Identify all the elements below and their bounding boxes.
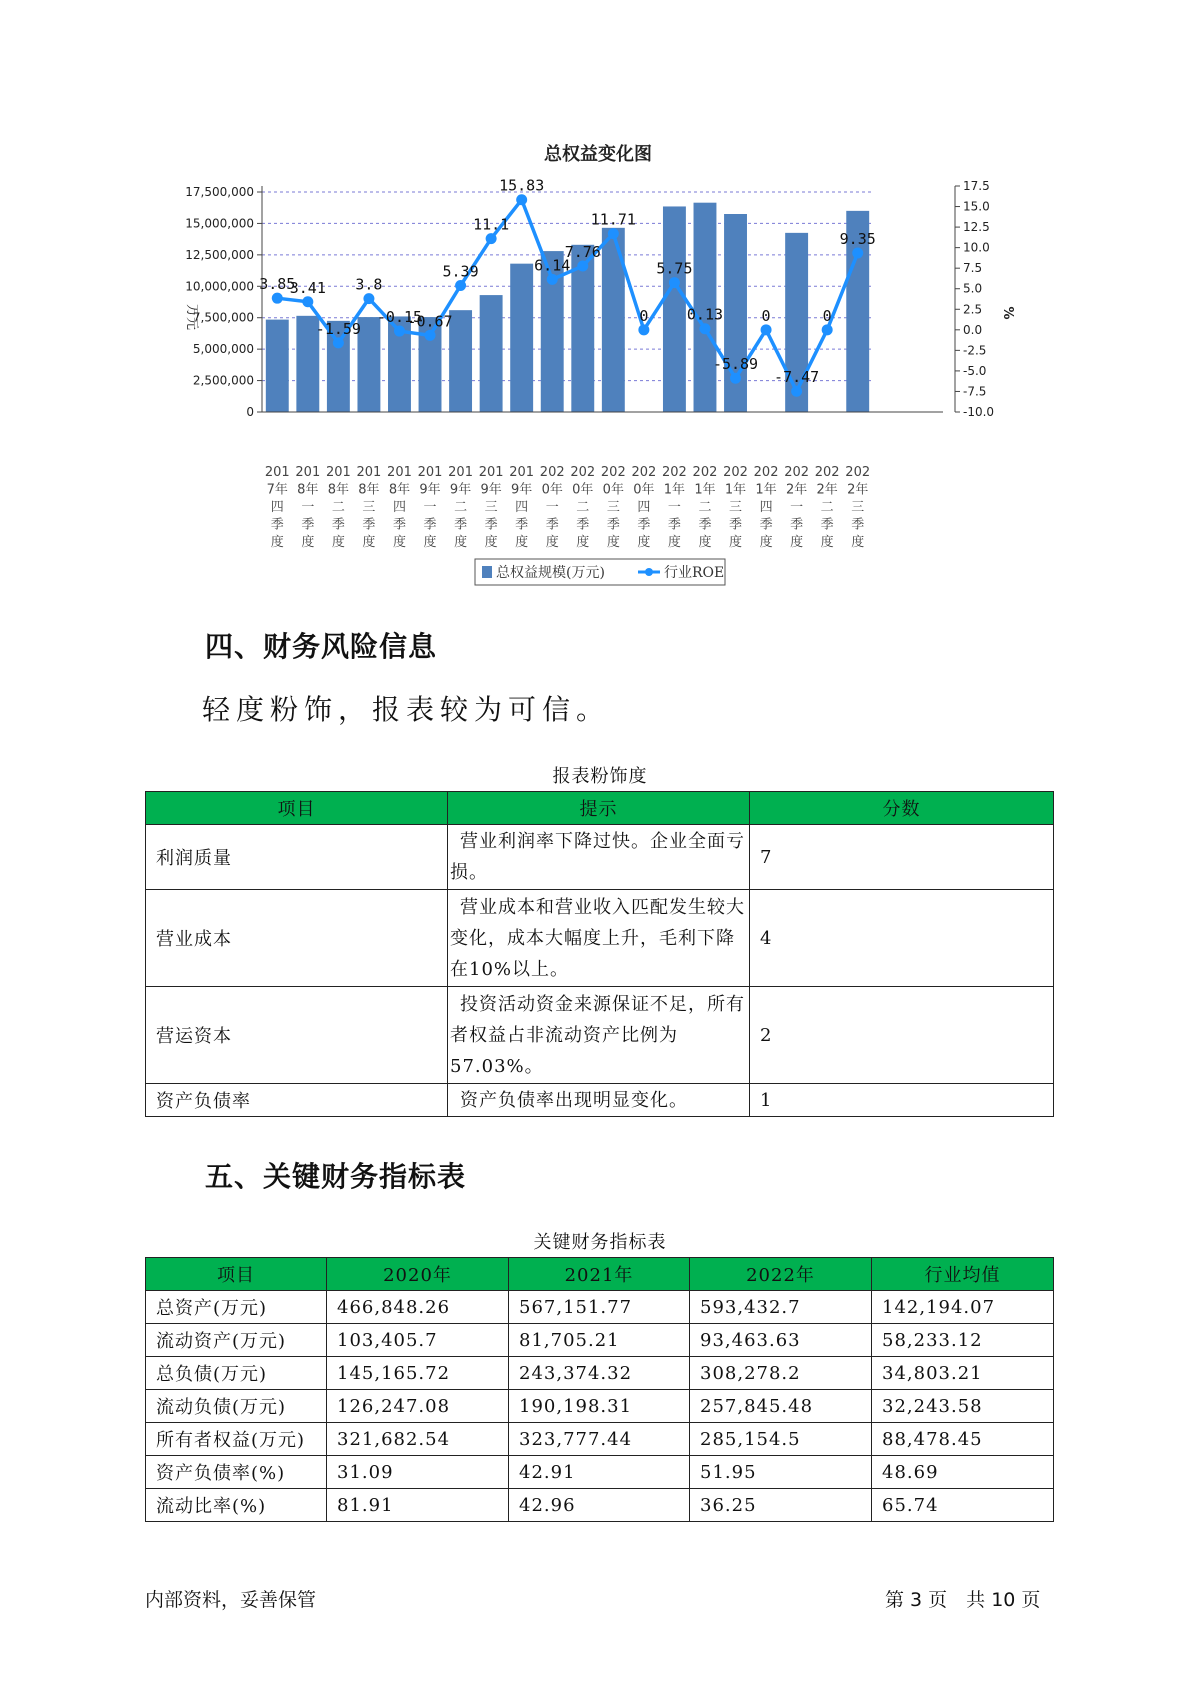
roe-point (425, 330, 436, 341)
x-tick-label: 201 8年二季度 (325, 465, 351, 550)
kpi-value: 81,705.21 (509, 1324, 690, 1357)
x-tick-label: 202 1年三季度 (723, 465, 748, 550)
equity-change-chart (0, 0, 1191, 600)
x-tick-label: 201 9年四季度 (509, 465, 535, 550)
x-tick-label: 202 1年二季度 (692, 465, 718, 550)
legend-bar-swatch (482, 566, 492, 578)
section5-heading: 五、关键财务指标表 (205, 1160, 467, 1193)
kpi-table (145, 1257, 1054, 1522)
roe-point (699, 323, 710, 334)
section4-summary: 轻度粉饰，报表较为可信。 (202, 693, 611, 726)
kpi-value: 142,194.07 (872, 1291, 1054, 1324)
chart-grid (262, 192, 873, 381)
roe-point (363, 293, 374, 304)
risk-score: 4 (750, 890, 1054, 987)
kpi-value: 285,154.5 (690, 1423, 872, 1456)
y-right-tick-label: 7.5 (963, 261, 983, 276)
roe-point (394, 326, 405, 337)
kpi-item: 所有者权益(万元) (146, 1423, 327, 1456)
kpi-value: 466,848.26 (327, 1291, 509, 1324)
kpi-value: 48.69 (872, 1456, 1054, 1489)
y-right-tick-label: -5.0 (963, 363, 987, 378)
kpi-table-header (146, 1258, 1054, 1291)
risk-header-item: 项目 (146, 792, 448, 825)
roe-point (822, 324, 833, 335)
legend-bar-label: 总权益规模(万元) (496, 565, 605, 581)
roe-data-label: 5.39 (442, 262, 479, 281)
equity-bar (510, 264, 533, 412)
x-tick-label: 202 1年四季度 (753, 465, 779, 550)
kpi-value: 93,463.63 (690, 1324, 872, 1357)
equity-bar (480, 295, 503, 412)
footer-confidential: 内部资料，妥善保管 (145, 1589, 317, 1611)
kpi-value: 593,432.7 (690, 1291, 872, 1324)
roe-point (577, 261, 588, 272)
y-left-tick-label: 5,000,000 (192, 342, 254, 357)
kpi-value: 32,243.58 (872, 1390, 1054, 1423)
kpi-value: 88,478.45 (872, 1423, 1054, 1456)
risk-header-score: 分数 (750, 792, 1054, 825)
kpi-row (146, 1324, 1054, 1357)
kpi-value: 103,405.7 (327, 1324, 509, 1357)
risk-table-caption: 报表粉饰度 (552, 766, 648, 787)
y-right-tick-label: -2.5 (963, 343, 987, 358)
kpi-header-2021: 2021年 (509, 1258, 690, 1291)
kpi-value: 190,198.31 (509, 1390, 690, 1423)
roe-data-label: 3.85 (259, 275, 296, 294)
risk-item: 利润质量 (146, 825, 448, 890)
x-tick-label: 201 7年四季度 (264, 465, 290, 550)
kpi-header-2022: 2022年 (690, 1258, 872, 1291)
kpi-value: 65.74 (872, 1489, 1054, 1522)
kpi-value: 257,845.48 (690, 1390, 872, 1423)
roe-data-label: 0 (639, 306, 649, 325)
roe-data-label: 6.14 (534, 256, 571, 275)
y-left-tick-label: 0 (246, 405, 254, 419)
roe-point (852, 247, 863, 258)
x-tick-label: 201 9年一季度 (417, 465, 443, 550)
kpi-row (146, 1489, 1054, 1522)
roe-data-label: 11.1 (473, 215, 510, 234)
kpi-value: 36.25 (690, 1489, 872, 1522)
kpi-header-item: 项目 (146, 1258, 327, 1291)
kpi-value: 31.09 (327, 1456, 509, 1489)
roe-data-label: 0.13 (686, 305, 724, 324)
x-tick-label: 202 2年三季度 (845, 465, 871, 550)
kpi-value: 42.91 (509, 1456, 690, 1489)
risk-score: 1 (750, 1084, 1054, 1117)
kpi-row (146, 1291, 1054, 1324)
y-left-tick-label: 2,500,000 (192, 373, 254, 388)
x-tick-label: 202 0年一季度 (539, 465, 565, 550)
roe-point (486, 233, 497, 244)
chart-ylabel-left: 万元 (184, 303, 199, 331)
footer-page-number: 第 3 页 共 10 页 (885, 1589, 1041, 1611)
roe-data-label: 5.75 (656, 259, 693, 278)
risk-hint: 营业利润率下降过快。企业全面亏损。 (448, 825, 750, 890)
roe-point (272, 293, 283, 304)
kpi-value: 308,278.2 (690, 1357, 872, 1390)
x-tick-label: 202 0年二季度 (570, 465, 596, 550)
roe-point (302, 296, 313, 307)
risk-row (146, 890, 1054, 987)
roe-data-label: -1.59 (315, 319, 361, 338)
x-tick-label: 201 8年一季度 (295, 465, 321, 550)
kpi-header-2020: 2020年 (327, 1258, 509, 1291)
roe-data-label: 11.71 (590, 210, 636, 229)
kpi-value: 51.95 (690, 1456, 872, 1489)
roe-point (638, 324, 649, 335)
y-left-tick-label: 12,500,000 (185, 247, 254, 262)
risk-hint: 资产负债率出现明显变化。 (448, 1084, 750, 1117)
kpi-value: 321,682.54 (327, 1423, 509, 1456)
y-left-tick-label: 7,500,000 (192, 310, 254, 325)
risk-item: 营运资本 (146, 987, 448, 1084)
kpi-value: 58,233.12 (872, 1324, 1054, 1357)
x-tick-label: 202 1年一季度 (662, 465, 687, 550)
risk-score: 7 (750, 825, 1054, 890)
x-tick-label: 202 2年一季度 (784, 465, 810, 550)
x-tick-label: 202 0年四季度 (631, 465, 657, 550)
risk-hint: 投资活动资金来源保证不足，所有者权益占非流动资产比例为57.03%。 (448, 987, 750, 1084)
kpi-header-industry-avg: 行业均值 (872, 1258, 1054, 1291)
risk-item: 资产负债率 (146, 1084, 448, 1117)
roe-point (669, 277, 680, 288)
legend-line-label: 行业ROE (664, 565, 725, 581)
kpi-value: 34,803.21 (872, 1357, 1054, 1390)
roe-point (791, 386, 802, 397)
x-tick-label: 201 9年三季度 (478, 465, 504, 550)
risk-table (145, 791, 1054, 1117)
kpi-value: 42.96 (509, 1489, 690, 1522)
risk-row (146, 987, 1054, 1084)
kpi-value: 243,374.32 (509, 1357, 690, 1390)
x-tick-label: 201 8年三季度 (356, 465, 382, 550)
equity-bar (266, 320, 289, 412)
y-right-tick-label: 2.5 (963, 302, 983, 317)
x-tick-label: 201 8年四季度 (387, 465, 412, 550)
roe-data-label: 7.76 (564, 243, 601, 262)
roe-data-label: -7.47 (774, 368, 820, 387)
chart-legend (475, 559, 725, 585)
kpi-value: 145,165.72 (327, 1357, 509, 1390)
roe-data-label: 3.41 (289, 278, 326, 297)
y-right-tick-label: -10.0 (963, 405, 995, 419)
risk-row (146, 825, 1054, 890)
y-right-tick-label: 0.0 (963, 322, 983, 337)
risk-header-hint: 提示 (448, 792, 750, 825)
x-tick-label: 201 9年二季度 (448, 465, 473, 550)
roe-point (730, 373, 741, 384)
y-left-tick-label: 15,000,000 (185, 216, 254, 231)
kpi-table-caption: 关键财务指标表 (533, 1232, 667, 1253)
roe-data-label: 3.8 (355, 275, 383, 294)
kpi-item: 流动比率(%) (146, 1489, 327, 1522)
y-right-tick-label: 5.0 (963, 281, 983, 296)
kpi-item: 总负债(万元) (146, 1357, 327, 1390)
roe-point (516, 194, 527, 205)
x-tick-label: 202 0年三季度 (600, 465, 626, 550)
chart-title: 总权益变化图 (544, 144, 652, 165)
y-right-tick-label: -7.5 (963, 384, 987, 399)
legend-line-marker (645, 568, 653, 576)
y-left-tick-label: 17,500,000 (185, 185, 254, 199)
kpi-table-body (146, 1291, 1054, 1522)
y-right-tick-label: 17.5 (963, 179, 990, 193)
roe-point (333, 337, 344, 348)
risk-table-header (146, 792, 1054, 825)
y-right-tick-label: 12.5 (963, 220, 990, 235)
risk-hint: 营业成本和营业收入匹配发生较大变化，成本大幅度上升，毛利下降在10%以上。 (448, 890, 750, 987)
section4-heading: 四、财务风险信息 (205, 630, 438, 663)
roe-point (455, 280, 466, 291)
kpi-row (146, 1423, 1054, 1456)
kpi-row (146, 1357, 1054, 1390)
x-tick-label: 202 2年二季度 (814, 465, 840, 550)
roe-point (547, 274, 558, 285)
kpi-item: 流动资产(万元) (146, 1324, 327, 1357)
chart-ylabel-right: % (1000, 306, 1015, 320)
kpi-value: 567,151.77 (509, 1291, 690, 1324)
roe-point (761, 324, 772, 335)
roe-data-label: 0 (761, 306, 771, 325)
y-right-tick-label: 10.0 (963, 240, 990, 255)
roe-point (608, 228, 619, 239)
y-left-tick-label: 10,000,000 (185, 279, 254, 294)
kpi-item: 资产负债率(%) (146, 1456, 327, 1489)
risk-row (146, 1084, 1054, 1117)
equity-bar (663, 206, 686, 412)
roe-data-label: -0.67 (407, 312, 453, 331)
risk-score: 2 (750, 987, 1054, 1084)
kpi-row (146, 1456, 1054, 1489)
y-right-tick-label: 15.0 (963, 199, 990, 214)
kpi-row (146, 1390, 1054, 1423)
kpi-item: 总资产(万元) (146, 1291, 327, 1324)
kpi-value: 323,777.44 (509, 1423, 690, 1456)
chart-roe-line (259, 177, 876, 397)
risk-item: 营业成本 (146, 890, 448, 987)
kpi-value: 126,247.08 (327, 1390, 509, 1423)
roe-data-label: -5.89 (712, 355, 759, 374)
roe-data-label: 15.83 (499, 176, 545, 195)
kpi-item: 流动负债(万元) (146, 1390, 327, 1423)
roe-data-label: 0 (822, 306, 832, 325)
kpi-value: 81.91 (327, 1489, 509, 1522)
roe-data-label: 9.35 (839, 229, 876, 248)
roe-data-label: -0.15 (376, 308, 423, 327)
